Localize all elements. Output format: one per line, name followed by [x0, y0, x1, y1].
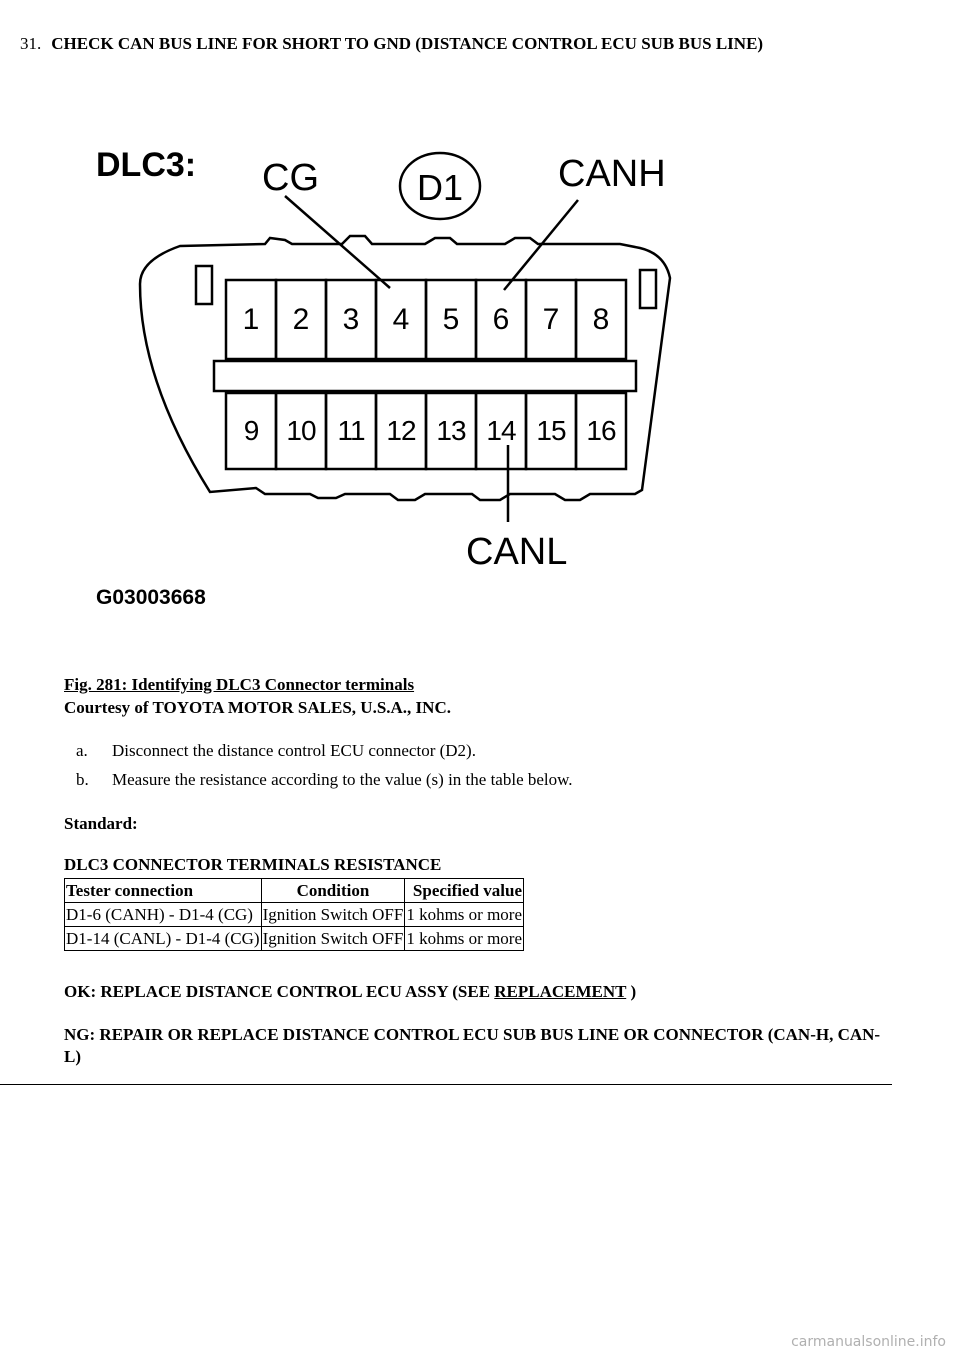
pin-11: 11: [337, 415, 365, 446]
site-watermark: carmanualsonline.info: [791, 1334, 946, 1350]
pin-7: 7: [542, 303, 560, 336]
step-text: Measure the resistance according to the value (s) in the table below.: [112, 770, 573, 789]
d1-label: D1: [416, 167, 464, 208]
pin-5: 5: [442, 303, 460, 336]
cell-condition: Ignition Switch OFF: [261, 903, 405, 927]
connector-shell: [140, 236, 670, 500]
pin-9: 9: [243, 415, 259, 446]
pin-10: 10: [286, 415, 316, 446]
divider-bar: [214, 361, 636, 391]
figure-courtesy: Courtesy of TOYOTA MOTOR SALES, U.S.A., INC.: [64, 698, 451, 717]
step-number: 31.: [20, 34, 42, 53]
pin-6: 6: [492, 303, 510, 336]
table-title: DLC3 CONNECTOR TERMINALS RESISTANCE: [64, 855, 442, 874]
figure-caption: Fig. 281: Identifying DLC3 Connector terminals: [64, 675, 415, 694]
top-pin-row: [226, 280, 626, 359]
ok-suffix: ): [630, 982, 637, 1001]
ng-result: NG: REPAIR OR REPLACE DISTANCE CONTROL ECU SUB BUS LINE OR CONNECTOR (CAN-H, CAN-L): [64, 1025, 881, 1066]
ok-result: [64, 982, 636, 1002]
table-header-row: [65, 879, 524, 903]
header-tester-connection: Tester connection: [65, 879, 262, 903]
header-specified-value: Specified value: [405, 879, 524, 903]
header-condition: Condition: [261, 879, 405, 903]
cell-tester-connection: D1-14 (CANL) - D1-4 (CG): [65, 927, 262, 951]
resistance-table: [64, 878, 524, 951]
dlc3-connector-diagram: [80, 120, 740, 610]
cg-leader-line: [285, 196, 390, 288]
pin-8: 8: [592, 303, 610, 336]
cg-label: CG: [262, 157, 319, 199]
horizontal-divider: [0, 1084, 892, 1085]
pin-3: 3: [342, 303, 360, 336]
replacement-link[interactable]: REPLACEMENT: [494, 982, 627, 1001]
ok-text: OK: REPLACE DISTANCE CONTROL ECU ASSY (SEE: [64, 982, 491, 1001]
right-latch: [640, 270, 656, 308]
pin-14: 14: [486, 415, 516, 446]
step-item: [64, 765, 573, 794]
pin-2: 2: [292, 303, 310, 336]
left-latch: [196, 266, 212, 304]
pin-15: 15: [536, 415, 566, 446]
pin-4: 4: [392, 303, 410, 336]
cell-tester-connection: D1-6 (CANH) - D1-4 (CG): [65, 903, 262, 927]
step-letter: b.: [76, 770, 89, 789]
standard-label: Standard:: [64, 814, 138, 833]
cell-specified-value: 1 kohms or more: [405, 927, 524, 951]
canl-label: CANL: [466, 531, 568, 573]
table-row: [65, 927, 524, 951]
canh-label: CANH: [558, 153, 666, 195]
pin-13: 13: [436, 415, 466, 446]
cell-condition: Ignition Switch OFF: [261, 927, 405, 951]
step-item: [64, 736, 573, 765]
heading-title: CHECK CAN BUS LINE FOR SHORT TO GND (DISTANCE CONTROL ECU SUB BUS LINE): [51, 34, 764, 53]
procedure-heading: [20, 34, 763, 54]
step-letter: a.: [76, 741, 88, 760]
figure-code: G03003668: [96, 586, 206, 609]
step-text: Disconnect the distance control ECU connector (D2).: [112, 741, 476, 760]
pin-1: 1: [242, 303, 260, 336]
procedure-steps: [64, 736, 573, 794]
pin-16: 16: [586, 415, 616, 446]
dlc3-label: DLC3:: [96, 146, 197, 184]
table-row: [65, 903, 524, 927]
cell-specified-value: 1 kohms or more: [405, 903, 524, 927]
pin-12: 12: [386, 415, 416, 446]
